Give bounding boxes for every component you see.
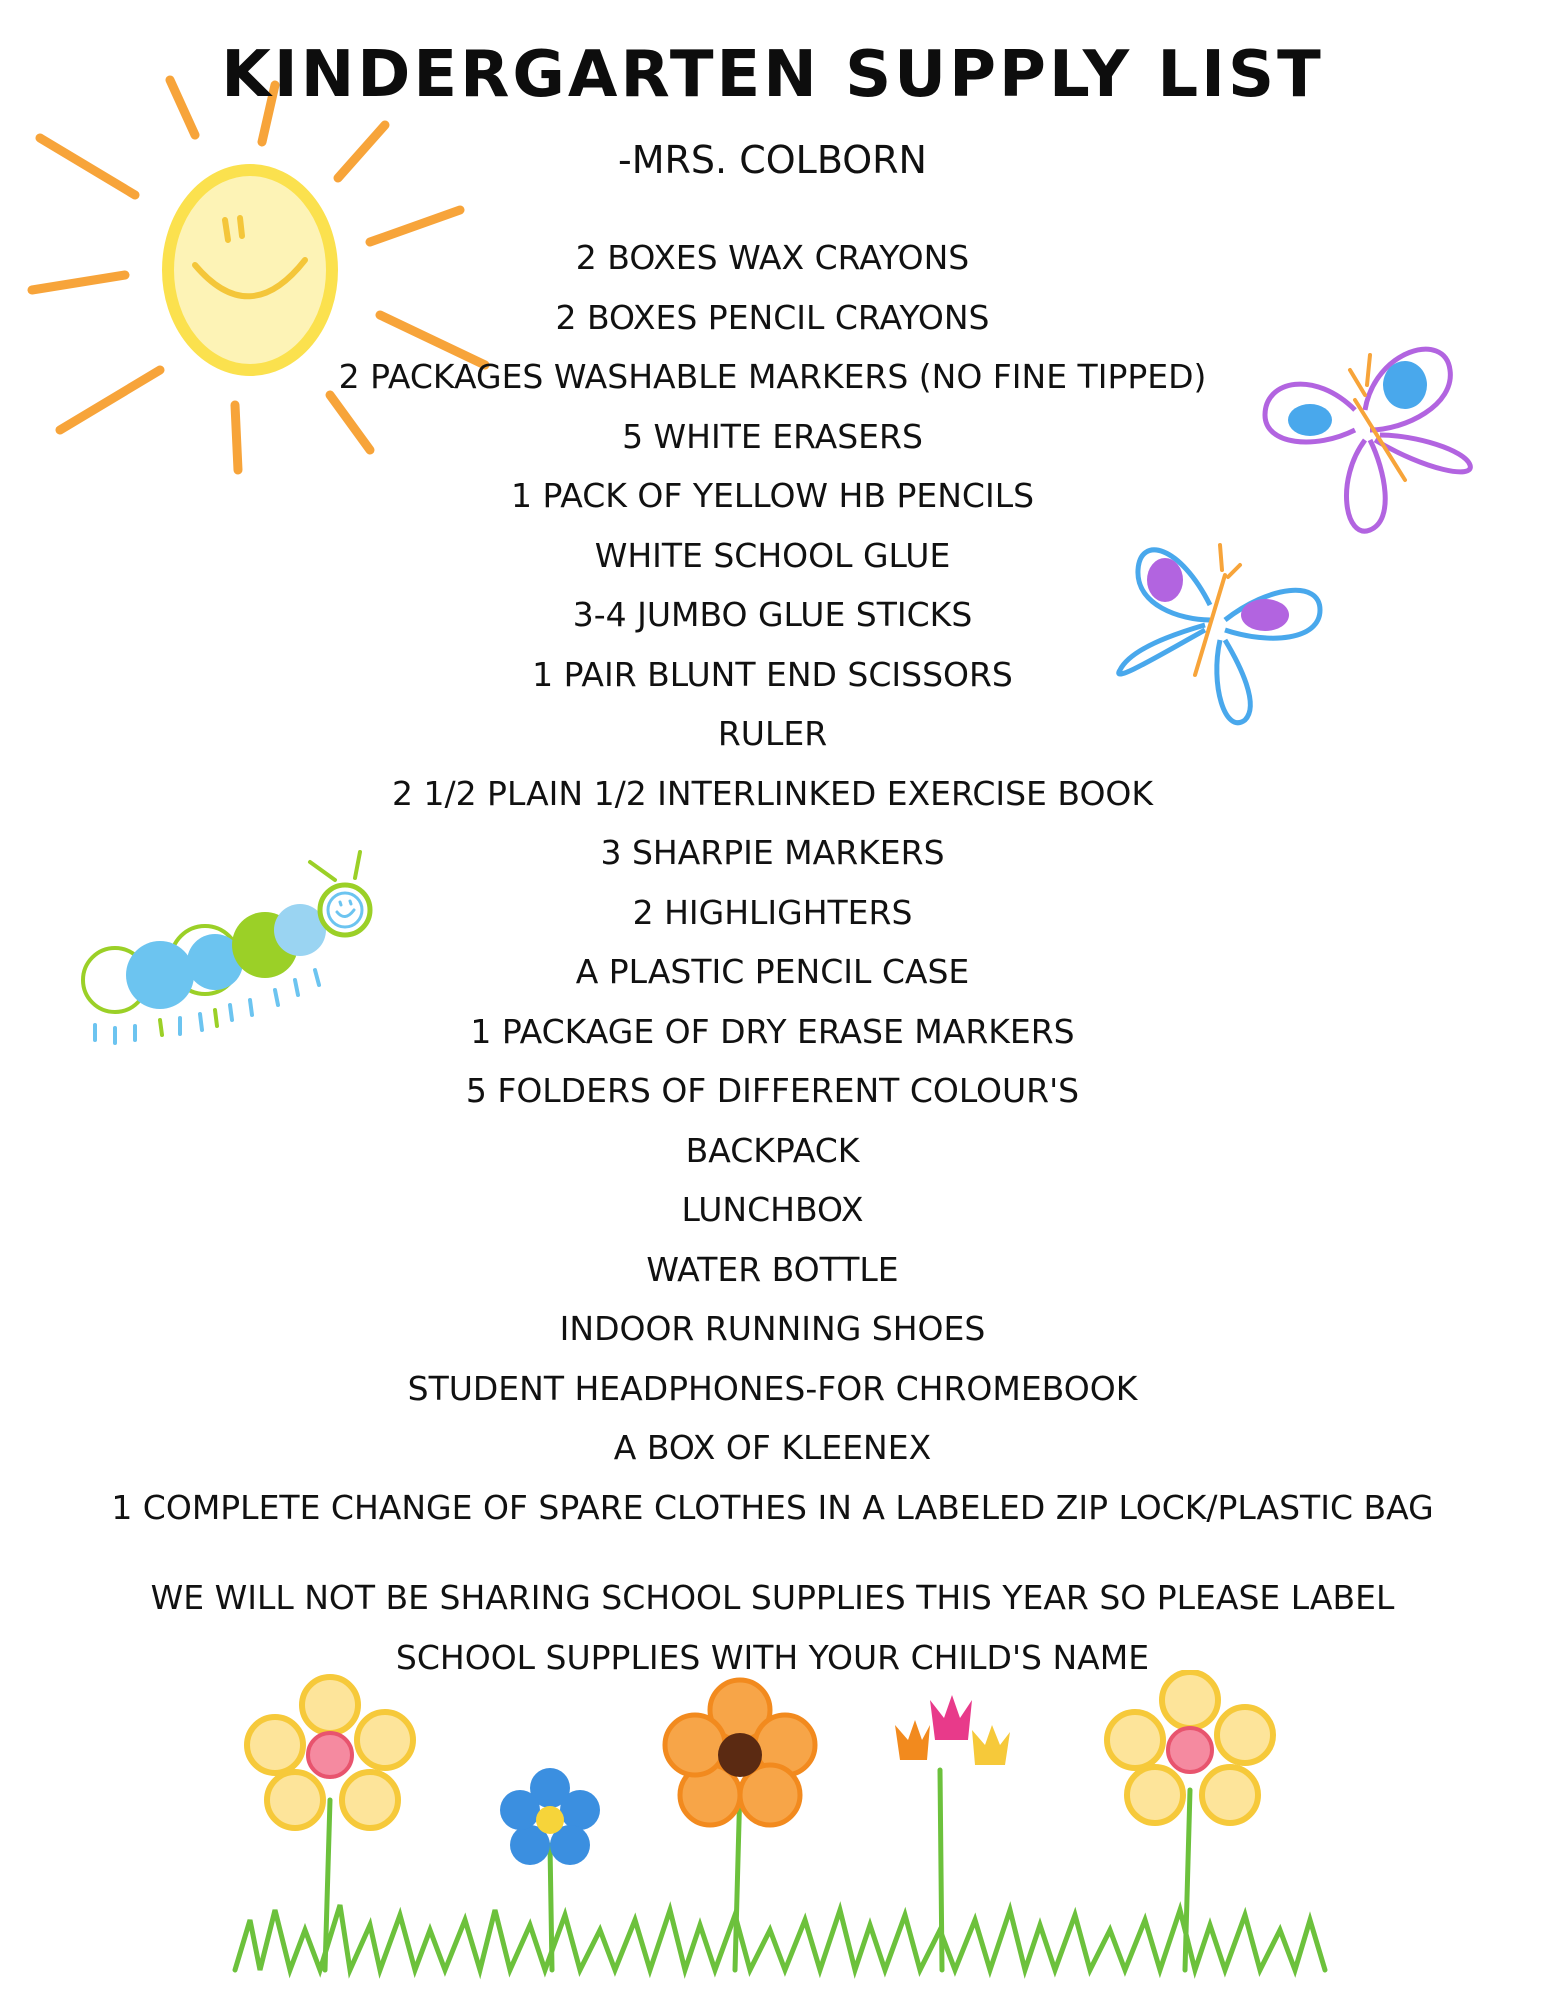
list-item: 2 BOXES PENCIL CRAYONS [555, 297, 990, 337]
list-item: 2 1/2 PLAIN 1/2 INTERLINKED EXERCISE BOOK [391, 773, 1154, 813]
list-item: STUDENT HEADPHONES-FOR CHROMEBOOK [407, 1368, 1138, 1408]
list-item: 1 COMPLETE CHANGE OF SPARE CLOTHES IN A LABELED ZIP LOCK/PLASTIC BAG [111, 1487, 1434, 1527]
list-item: 2 HIGHLIGHTERS [632, 892, 913, 932]
list-item: A BOX OF KLEENEX [613, 1428, 932, 1467]
note-line: WE WILL NOT BE SHARING SCHOOL SUPPLIES THIS YEAR SO PLEASE LABEL [150, 1578, 1395, 1617]
flower-garden-drawing [230, 1670, 1330, 1990]
list-item: 2 PACKAGES WASHABLE MARKERS (NO FINE TIPPED) [338, 357, 1207, 396]
list-item: 3-4 JUMBO GLUE STICKS [572, 595, 973, 634]
list-item: RULER [717, 714, 828, 753]
list-item: 2 BOXES WAX CRAYONS [575, 238, 970, 277]
list-item: 3 SHARPIE MARKERS [600, 833, 945, 872]
list-item: INDOOR RUNNING SHOES [559, 1309, 986, 1348]
list-item: LUNCHBOX [681, 1190, 864, 1229]
teacher-name: -MRS. COLBORN [618, 138, 927, 182]
note-line: SCHOOL SUPPLIES WITH YOUR CHILD'S NAME [395, 1638, 1150, 1677]
list-item: 1 PACK OF YELLOW HB PENCILS [510, 476, 1035, 515]
list-item: A PLASTIC PENCIL CASE [575, 952, 970, 991]
labeling-note [120, 1568, 1425, 1688]
supply-items-list [0, 228, 1545, 1537]
list-item: 1 PAIR BLUNT END SCISSORS [532, 654, 1013, 694]
list-item: BACKPACK [685, 1130, 860, 1170]
page-title: KINDERGARTEN SUPPLY LIST [221, 38, 1324, 112]
list-item: 5 FOLDERS OF DIFFERENT COLOUR'S [465, 1071, 1080, 1110]
list-item: WATER BOTTLE [646, 1249, 899, 1289]
list-item: 5 WHITE ERASERS [622, 416, 923, 456]
list-item: 1 PACKAGE OF DRY ERASE MARKERS [470, 1011, 1075, 1051]
list-item: WHITE SCHOOL GLUE [594, 535, 951, 575]
